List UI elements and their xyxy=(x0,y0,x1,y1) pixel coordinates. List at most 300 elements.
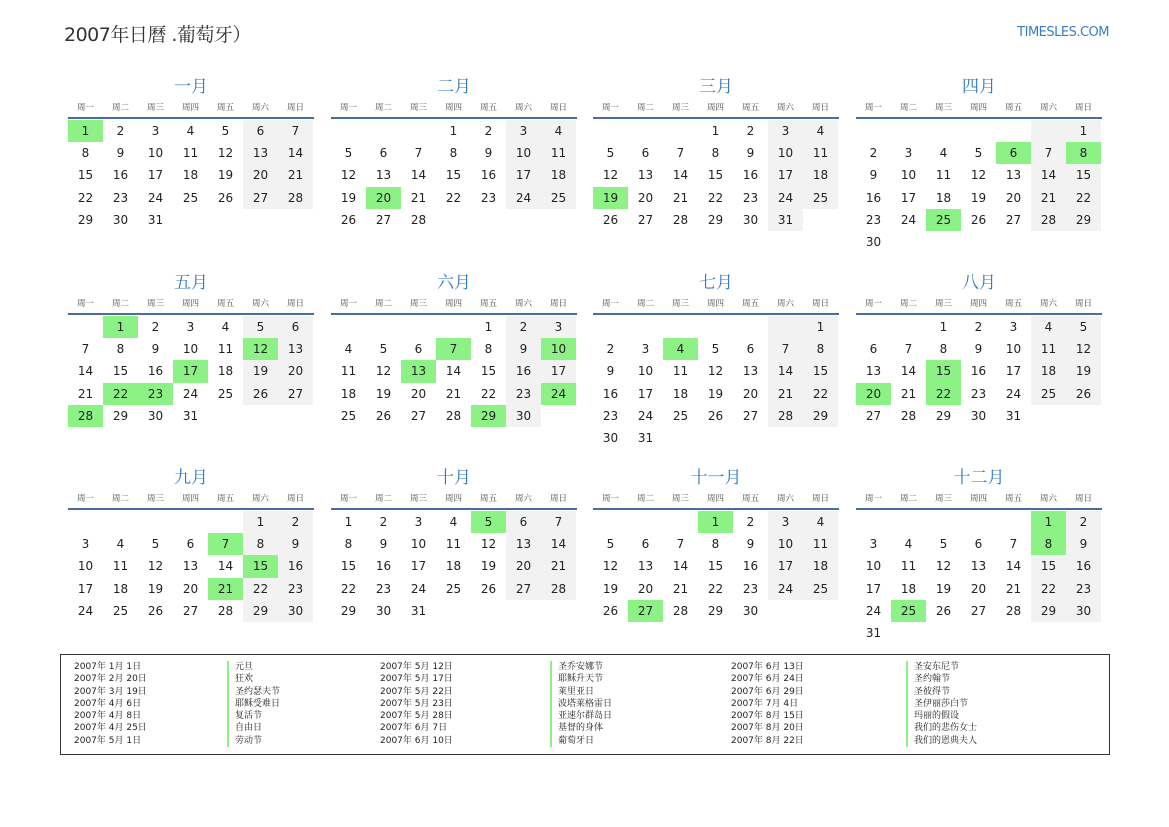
day-cell: 5 xyxy=(606,537,615,552)
legend-dates-col-1 xyxy=(74,661,147,747)
weekday-header xyxy=(593,490,839,506)
weekday-label: 周四 xyxy=(444,299,462,309)
day-cell: 12 xyxy=(340,168,357,183)
day-cell: 18 xyxy=(803,164,838,186)
day-cell: 3 xyxy=(869,537,878,552)
day-cell: 5 xyxy=(151,537,160,552)
weekday-label: 周六 xyxy=(251,299,269,309)
legend-date: 2007年 3月 19日 xyxy=(74,686,147,697)
empty-day-cell xyxy=(663,316,698,338)
day-cell: 4 xyxy=(449,515,458,529)
day-cell: 27 xyxy=(742,408,759,423)
day-cell: 24 xyxy=(900,212,917,227)
day-cell: 14 xyxy=(1031,164,1066,186)
empty-day-cell xyxy=(961,120,996,142)
holiday-day-cell: 12 xyxy=(243,338,278,360)
day-cell: 12 xyxy=(1066,338,1101,360)
month-4 xyxy=(856,75,1102,253)
day-cell: 18 xyxy=(803,555,838,577)
day-cell: 20 xyxy=(506,555,541,577)
day-cell: 5 xyxy=(344,146,353,161)
day-cell: 13 xyxy=(243,142,278,164)
weekday-label: 周日 xyxy=(811,103,829,113)
day-cell: 20 xyxy=(1005,190,1022,205)
weekday-label: 周四 xyxy=(706,494,724,504)
day-cell: 26 xyxy=(602,212,619,227)
empty-day-cell xyxy=(68,511,103,533)
weekday-label: 周一 xyxy=(76,103,94,113)
day-cell: 26 xyxy=(480,581,497,596)
day-cell: 6 xyxy=(414,342,423,357)
day-cell: 30 xyxy=(602,430,619,445)
month-3 xyxy=(593,75,839,231)
empty-day-cell xyxy=(366,120,401,142)
empty-day-cell xyxy=(891,511,926,533)
day-cell: 17 xyxy=(900,190,917,205)
weekday-label: 周四 xyxy=(181,494,199,504)
day-cell: 14 xyxy=(900,364,917,379)
day-cell: 2 xyxy=(116,124,125,138)
weekday-label: 周三 xyxy=(409,299,427,309)
day-cell: 26 xyxy=(970,212,987,227)
weekday-label: 周四 xyxy=(444,494,462,504)
weekday-header xyxy=(331,99,577,115)
day-cell: 11 xyxy=(935,168,952,183)
day-cell: 14 xyxy=(768,360,803,382)
day-cell: 24 xyxy=(182,386,199,401)
day-cell: 29 xyxy=(243,600,278,622)
weekday-label: 周日 xyxy=(286,494,304,504)
day-cell: 4 xyxy=(116,537,125,552)
day-cell: 14 xyxy=(672,559,689,574)
empty-day-cell xyxy=(996,120,1031,142)
weekday-header xyxy=(856,99,1102,115)
day-cell: 15 xyxy=(445,168,462,183)
day-cell: 3 xyxy=(768,511,803,533)
weekday-label: 周五 xyxy=(216,299,234,309)
day-cell: 30 xyxy=(970,408,987,423)
day-cell: 26 xyxy=(217,190,234,205)
day-cell: 10 xyxy=(768,142,803,164)
day-cell: 24 xyxy=(410,581,427,596)
day-cell: 5 xyxy=(974,146,983,161)
day-cell: 28 xyxy=(278,187,313,209)
legend-names-col-2 xyxy=(550,661,612,747)
day-cell: 9 xyxy=(278,533,313,555)
holiday-day-cell: 15 xyxy=(926,360,961,382)
day-cell: 14 xyxy=(445,364,462,379)
day-cell: 30 xyxy=(506,405,541,427)
empty-day-cell xyxy=(173,511,208,533)
weekday-label: 周四 xyxy=(969,103,987,113)
legend-holiday-name: 圣约瑟夫节 xyxy=(235,686,281,697)
weekday-label: 周六 xyxy=(776,103,794,113)
day-cell: 24 xyxy=(768,578,803,600)
days-grid xyxy=(68,316,314,427)
header-rule xyxy=(856,313,1102,315)
empty-day-cell xyxy=(628,316,663,338)
day-cell: 13 xyxy=(742,364,759,379)
days-grid xyxy=(331,120,577,231)
weekday-label: 周二 xyxy=(111,103,129,113)
weekday-label: 周日 xyxy=(1074,299,1092,309)
weekday-label: 周二 xyxy=(899,103,917,113)
day-cell: 29 xyxy=(803,405,838,427)
day-cell: 19 xyxy=(217,168,234,183)
day-cell: 17 xyxy=(768,164,803,186)
month-name: 二月 xyxy=(437,77,471,97)
day-cell: 25 xyxy=(803,187,838,209)
day-cell: 4 xyxy=(939,146,948,161)
day-cell: 13 xyxy=(637,559,654,574)
day-cell: 11 xyxy=(182,146,199,161)
weekday-label: 周四 xyxy=(706,299,724,309)
day-cell: 31 xyxy=(182,408,199,423)
month-name: 四月 xyxy=(962,77,996,97)
weekday-label: 周日 xyxy=(549,299,567,309)
day-cell: 28 xyxy=(217,603,234,618)
holiday-day-cell: 6 xyxy=(996,142,1031,164)
day-cell: 1 xyxy=(939,320,948,334)
day-cell: 14 xyxy=(410,168,427,183)
empty-day-cell xyxy=(138,511,173,533)
month-11 xyxy=(593,466,839,622)
day-cell: 26 xyxy=(375,408,392,423)
day-cell: 15 xyxy=(803,360,838,382)
holiday-day-cell: 28 xyxy=(68,405,103,427)
weekday-label: 周六 xyxy=(1039,494,1057,504)
day-cell: 11 xyxy=(900,559,917,574)
day-cell: 12 xyxy=(602,559,619,574)
weekday-label: 周一 xyxy=(339,494,357,504)
day-cell: 9 xyxy=(746,146,755,161)
holiday-day-cell: 19 xyxy=(593,187,628,209)
day-cell: 23 xyxy=(278,578,313,600)
day-cell: 10 xyxy=(77,559,94,574)
weekday-label: 周一 xyxy=(339,103,357,113)
weekday-label: 周三 xyxy=(671,494,689,504)
day-cell: 2 xyxy=(1066,511,1101,533)
day-cell: 9 xyxy=(151,342,160,357)
holiday-day-cell: 23 xyxy=(138,383,173,405)
day-cell: 15 xyxy=(112,364,129,379)
weekday-label: 周一 xyxy=(601,299,619,309)
weekday-label: 周四 xyxy=(181,103,199,113)
day-cell: 22 xyxy=(803,383,838,405)
weekday-label: 周二 xyxy=(636,103,654,113)
holiday-day-cell: 1 xyxy=(698,511,733,533)
holiday-day-cell: 22 xyxy=(103,383,138,405)
weekday-label: 周三 xyxy=(409,103,427,113)
legend-date: 2007年 4月 6日 xyxy=(74,698,142,709)
day-cell: 15 xyxy=(707,168,724,183)
holiday-day-cell: 22 xyxy=(926,383,961,405)
header-rule xyxy=(593,508,839,510)
empty-day-cell xyxy=(733,316,768,338)
day-cell: 14 xyxy=(1005,559,1022,574)
weekday-label: 周五 xyxy=(741,299,759,309)
day-cell: 16 xyxy=(375,559,392,574)
day-cell: 14 xyxy=(217,559,234,574)
empty-day-cell xyxy=(436,316,471,338)
day-cell: 7 xyxy=(676,537,685,552)
legend-holiday-name: 耶稣升天节 xyxy=(558,674,604,685)
legend-dates-col-3 xyxy=(731,661,804,747)
day-cell: 26 xyxy=(243,383,278,405)
empty-day-cell xyxy=(366,316,401,338)
empty-day-cell xyxy=(331,120,366,142)
day-cell: 21 xyxy=(278,164,313,186)
weekday-header xyxy=(856,295,1102,311)
empty-day-cell xyxy=(768,316,803,338)
day-cell: 11 xyxy=(1031,338,1066,360)
legend-date: 2007年 2月 20日 xyxy=(74,674,147,685)
weekday-label: 周三 xyxy=(934,494,952,504)
day-cell: 26 xyxy=(935,603,952,618)
day-cell: 26 xyxy=(147,603,164,618)
day-cell: 16 xyxy=(480,168,497,183)
day-cell: 12 xyxy=(217,146,234,161)
day-cell: 9 xyxy=(1066,533,1101,555)
day-cell: 6 xyxy=(869,342,878,357)
legend-holiday-name: 圣乔安娜节 xyxy=(558,662,604,672)
header-rule xyxy=(331,313,577,315)
month-name: 十一月 xyxy=(690,468,742,488)
weekday-label: 周四 xyxy=(969,299,987,309)
weekday-header xyxy=(68,490,314,506)
weekday-label: 周四 xyxy=(444,103,462,113)
weekday-label: 周日 xyxy=(811,299,829,309)
day-cell: 23 xyxy=(865,212,882,227)
day-cell: 30 xyxy=(742,603,759,618)
day-cell: 13 xyxy=(182,559,199,574)
day-cell: 10 xyxy=(1005,342,1022,357)
day-cell: 20 xyxy=(278,360,313,382)
day-cell: 15 xyxy=(1066,164,1101,186)
day-cell: 9 xyxy=(506,338,541,360)
day-cell: 14 xyxy=(278,142,313,164)
day-cell: 19 xyxy=(707,386,724,401)
day-cell: 29 xyxy=(707,603,724,618)
days-grid xyxy=(593,316,839,449)
day-cell: 15 xyxy=(340,559,357,574)
empty-day-cell xyxy=(208,511,243,533)
day-cell: 18 xyxy=(217,364,234,379)
day-cell: 27 xyxy=(970,603,987,618)
weekday-label: 周六 xyxy=(1039,103,1057,113)
day-cell: 22 xyxy=(1066,187,1101,209)
day-cell: 4 xyxy=(803,511,838,533)
day-cell: 7 xyxy=(768,338,803,360)
day-cell: 18 xyxy=(541,164,576,186)
day-cell: 27 xyxy=(375,212,392,227)
day-cell: 27 xyxy=(506,578,541,600)
month-2 xyxy=(331,75,577,231)
day-cell: 24 xyxy=(1005,386,1022,401)
holiday-day-cell: 1 xyxy=(1031,511,1066,533)
day-cell: 21 xyxy=(445,386,462,401)
day-cell: 9 xyxy=(379,537,388,552)
month-name: 一月 xyxy=(174,77,208,97)
day-cell: 12 xyxy=(707,364,724,379)
day-cell: 16 xyxy=(602,386,619,401)
header-rule xyxy=(856,117,1102,119)
day-cell: 11 xyxy=(217,342,234,357)
days-grid xyxy=(856,511,1102,644)
day-cell: 11 xyxy=(803,533,838,555)
holiday-day-cell: 8 xyxy=(1066,142,1101,164)
day-cell: 6 xyxy=(974,537,983,552)
weekday-label: 周日 xyxy=(286,103,304,113)
day-cell: 1 xyxy=(711,124,720,138)
weekday-label: 周一 xyxy=(864,299,882,309)
day-cell: 24 xyxy=(147,190,164,205)
day-cell: 25 xyxy=(445,581,462,596)
holiday-day-cell: 24 xyxy=(541,383,576,405)
day-cell: 12 xyxy=(970,168,987,183)
day-cell: 17 xyxy=(410,559,427,574)
day-cell: 2 xyxy=(379,515,388,529)
weekday-label: 周二 xyxy=(899,494,917,504)
day-cell: 8 xyxy=(711,146,720,161)
day-cell: 12 xyxy=(480,537,497,552)
day-cell: 5 xyxy=(243,316,278,338)
day-cell: 11 xyxy=(803,142,838,164)
weekday-header xyxy=(856,490,1102,506)
weekday-label: 周二 xyxy=(374,299,392,309)
day-cell: 17 xyxy=(1005,364,1022,379)
day-cell: 31 xyxy=(865,625,882,640)
legend-holiday-name: 我们的悲伤女士 xyxy=(914,723,978,734)
day-cell: 8 xyxy=(449,146,458,161)
legend-date: 2007年 6月 10日 xyxy=(380,735,453,746)
day-cell: 28 xyxy=(410,212,427,227)
day-cell: 26 xyxy=(1066,383,1101,405)
day-cell: 16 xyxy=(742,559,759,574)
empty-day-cell xyxy=(68,316,103,338)
day-cell: 7 xyxy=(904,342,913,357)
day-cell: 18 xyxy=(1031,360,1066,382)
day-cell: 19 xyxy=(147,581,164,596)
day-cell: 1 xyxy=(484,320,493,334)
day-cell: 15 xyxy=(707,559,724,574)
weekday-label: 周日 xyxy=(1074,103,1092,113)
day-cell: 8 xyxy=(803,338,838,360)
weekday-header xyxy=(331,490,577,506)
day-cell: 10 xyxy=(768,533,803,555)
month-name: 十月 xyxy=(437,468,471,488)
day-cell: 27 xyxy=(278,383,313,405)
day-cell: 16 xyxy=(742,168,759,183)
day-cell: 5 xyxy=(939,537,948,552)
day-cell: 22 xyxy=(1031,578,1066,600)
day-cell: 23 xyxy=(970,386,987,401)
legend-date: 2007年 5月 1日 xyxy=(74,735,142,746)
day-cell: 28 xyxy=(445,408,462,423)
empty-day-cell xyxy=(593,316,628,338)
day-cell: 2 xyxy=(506,316,541,338)
day-cell: 4 xyxy=(904,537,913,552)
day-cell: 18 xyxy=(672,386,689,401)
weekday-label: 周二 xyxy=(899,299,917,309)
day-cell: 11 xyxy=(445,537,462,552)
day-cell: 8 xyxy=(484,342,493,357)
day-cell: 2 xyxy=(974,320,983,334)
day-cell: 9 xyxy=(974,342,983,357)
day-cell: 22 xyxy=(243,578,278,600)
day-cell: 31 xyxy=(410,603,427,618)
day-cell: 8 xyxy=(81,146,90,161)
day-cell: 22 xyxy=(77,190,94,205)
day-cell: 20 xyxy=(637,581,654,596)
day-cell: 18 xyxy=(182,168,199,183)
day-cell: 28 xyxy=(672,212,689,227)
legend-names-col-3 xyxy=(906,661,977,747)
weekday-label: 周三 xyxy=(934,299,952,309)
header-rule xyxy=(593,313,839,315)
day-cell: 30 xyxy=(375,603,392,618)
day-cell: 28 xyxy=(672,603,689,618)
day-cell: 7 xyxy=(278,120,313,142)
weekday-label: 周五 xyxy=(479,494,497,504)
day-cell: 29 xyxy=(340,603,357,618)
empty-day-cell xyxy=(103,511,138,533)
day-cell: 21 xyxy=(77,386,94,401)
day-cell: 9 xyxy=(869,168,878,183)
day-cell: 17 xyxy=(147,168,164,183)
empty-day-cell xyxy=(856,120,891,142)
days-grid xyxy=(593,120,839,231)
holiday-day-cell: 17 xyxy=(173,360,208,382)
day-cell: 13 xyxy=(865,364,882,379)
day-cell: 13 xyxy=(1005,168,1022,183)
day-cell: 19 xyxy=(480,559,497,574)
weekday-label: 周五 xyxy=(1004,103,1022,113)
day-cell: 3 xyxy=(81,537,90,552)
holiday-day-cell: 25 xyxy=(891,600,926,622)
day-cell: 6 xyxy=(746,342,755,357)
weekday-label: 周六 xyxy=(776,494,794,504)
month-10 xyxy=(331,466,577,622)
day-cell: 21 xyxy=(672,190,689,205)
day-cell: 24 xyxy=(768,187,803,209)
weekday-label: 周六 xyxy=(514,103,532,113)
legend-holiday-name: 耶稣受难日 xyxy=(235,698,281,709)
day-cell: 6 xyxy=(379,146,388,161)
day-cell: 4 xyxy=(221,320,230,334)
weekday-label: 周日 xyxy=(286,299,304,309)
header-rule xyxy=(593,117,839,119)
site-link[interactable]: TIMESLES.COM xyxy=(1017,25,1109,40)
weekday-header xyxy=(331,295,577,311)
day-cell: 8 xyxy=(116,342,125,357)
holiday-day-cell: 4 xyxy=(663,338,698,360)
weekday-label: 周五 xyxy=(741,494,759,504)
empty-day-cell xyxy=(663,511,698,533)
empty-day-cell xyxy=(891,120,926,142)
day-cell: 9 xyxy=(116,146,125,161)
day-cell: 11 xyxy=(112,559,129,574)
weekday-label: 周四 xyxy=(969,494,987,504)
day-cell: 10 xyxy=(147,146,164,161)
day-cell: 19 xyxy=(935,581,952,596)
day-cell: 16 xyxy=(112,168,129,183)
day-cell: 22 xyxy=(480,386,497,401)
day-cell: 4 xyxy=(803,120,838,142)
legend-date: 2007年 5月 17日 xyxy=(380,674,453,685)
legend-date: 2007年 5月 28日 xyxy=(380,711,453,722)
legend-holiday-name: 波塔莱格雷日 xyxy=(558,698,613,709)
